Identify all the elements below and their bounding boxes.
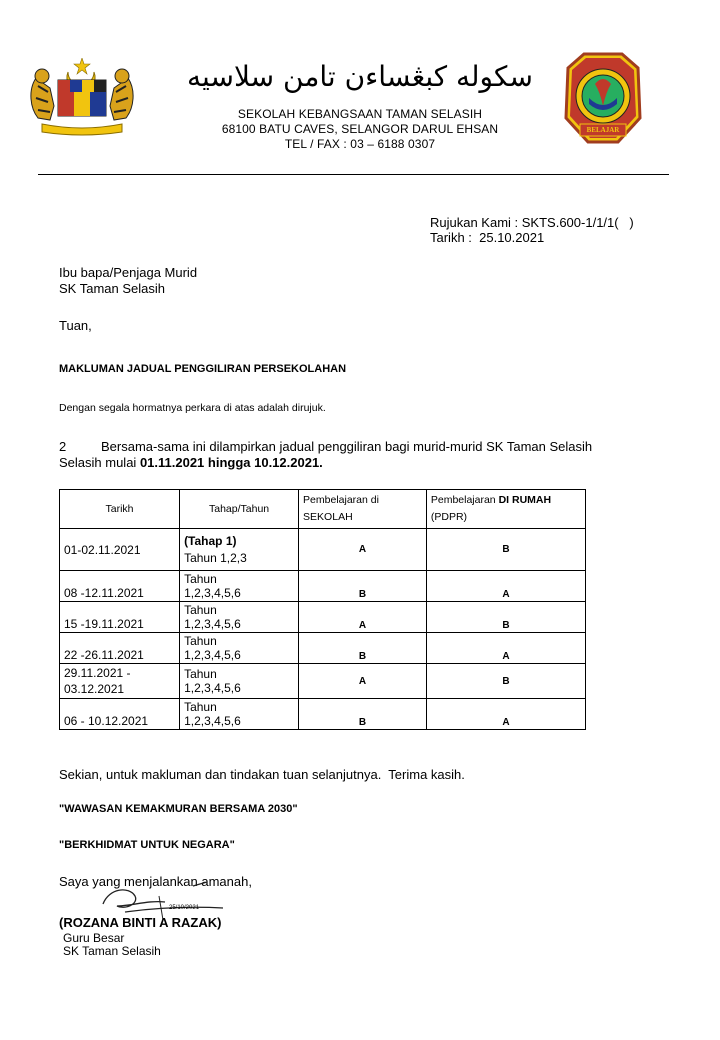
header-divider bbox=[38, 174, 669, 175]
paragraph-2-line-2-prefix: Selasih mulai bbox=[59, 455, 140, 470]
cell-tahap bbox=[180, 529, 299, 571]
cell-rumah: B bbox=[426, 529, 585, 571]
header-tahap-tahun: Tahap/Tahun bbox=[180, 490, 299, 529]
table-header-row bbox=[60, 490, 586, 529]
cell-sekolah: A bbox=[299, 664, 427, 699]
cell-tarikh: 15 -19.11.2021 bbox=[60, 602, 180, 633]
recipient-line-2: SK Taman Selasih bbox=[59, 281, 165, 296]
cell-tarikh bbox=[60, 664, 180, 699]
cell-tahun: 1,2,3,4,5,6 bbox=[184, 714, 241, 728]
header-sekolah-line-2: SEKOLAH bbox=[303, 511, 353, 523]
header-tarikh: Tarikh bbox=[60, 490, 180, 529]
table-row bbox=[60, 699, 586, 730]
school-phone: TEL / FAX : 03 – 6188 0307 bbox=[284, 137, 436, 151]
cell-tahun: 1,2,3,4,5,6 bbox=[184, 617, 241, 631]
closing-text: Sekian, untuk makluman dan tindakan tuan selanjutnya. Terima kasih. bbox=[59, 767, 465, 782]
cell-tarikh-line-2: 03.12.2021 bbox=[64, 682, 125, 696]
school-name: SEKOLAH KEBANGSAAN TAMAN SELASIH bbox=[237, 107, 483, 121]
cell-sekolah: A bbox=[299, 529, 427, 571]
school-logo bbox=[562, 52, 644, 152]
cell-tahun: 1,2,3,4,5,6 bbox=[184, 586, 241, 600]
school-logo-text: BELAJAR bbox=[586, 126, 620, 134]
cell-tahun: 1,2,3,4,5,6 bbox=[184, 681, 241, 695]
table-row bbox=[60, 633, 586, 664]
header-rumah bbox=[426, 490, 585, 529]
signature-date: 25/10/2021 bbox=[169, 905, 200, 911]
header-rumah-prefix: Pembelajaran bbox=[430, 494, 499, 506]
cell-tahap-label: Tahun bbox=[184, 700, 217, 714]
cell-tahap bbox=[180, 699, 299, 730]
motto-wawasan: "WAWASAN KEMAKMURAN BERSAMA 2030" bbox=[59, 803, 298, 815]
paragraph-2-line-1: Bersama-sama ini dilampirkan jadual penggiliran bagi murid-murid SK Taman Selasih bbox=[101, 439, 593, 454]
table-row bbox=[60, 602, 586, 633]
cell-sekolah: B bbox=[299, 571, 427, 602]
reference-number: Rujukan Kami : SKTS.600-1/1/1( ) bbox=[430, 215, 634, 230]
cell-tahap bbox=[180, 571, 299, 602]
table-row bbox=[60, 664, 586, 699]
cell-rumah: A bbox=[426, 633, 585, 664]
table-row bbox=[60, 529, 586, 571]
cell-sekolah: B bbox=[299, 633, 427, 664]
schedule-table bbox=[59, 489, 586, 730]
paragraph-2-number: 2 bbox=[59, 439, 67, 454]
saya-text: Saya yang menjalankan amanah, bbox=[59, 874, 252, 889]
cell-tahap bbox=[180, 633, 299, 664]
cell-rumah: B bbox=[426, 602, 585, 633]
signatory-title: Guru Besar bbox=[63, 931, 125, 945]
cell-tahap-label: Tahun bbox=[184, 634, 217, 648]
cell-tahap-label: Tahun bbox=[184, 572, 217, 586]
cell-rumah: B bbox=[426, 664, 585, 699]
cell-sekolah: B bbox=[299, 699, 427, 730]
header-rumah-bold: DI RUMAH bbox=[498, 494, 552, 506]
paragraph-2-date-range: 01.11.2021 hingga 10.12.2021. bbox=[139, 455, 323, 470]
cell-tarikh: 22 -26.11.2021 bbox=[60, 633, 180, 664]
signatory-name: (ROZANA BINTI A RAZAK) bbox=[59, 915, 222, 930]
cell-tahap bbox=[180, 664, 299, 699]
signatory-school: SK Taman Selasih bbox=[63, 944, 161, 958]
letter-subject: MAKLUMAN JADUAL PENGGILIRAN PERSEKOLAHAN bbox=[59, 363, 347, 375]
motto-berkhidmat: "BERKHIDMAT UNTUK NEGARA" bbox=[59, 839, 235, 851]
cell-tahun: Tahun 1,2,3 bbox=[184, 550, 247, 565]
coat-of-arms-logo bbox=[28, 58, 136, 138]
school-address: 68100 BATU CAVES, SELANGOR DARUL EHSAN bbox=[221, 122, 499, 136]
salutation: Tuan, bbox=[59, 318, 92, 333]
header-rumah-line-2: (PDPR) bbox=[430, 511, 468, 523]
cell-tahun: 1,2,3,4,5,6 bbox=[184, 648, 241, 662]
cell-tarikh: 06 - 10.12.2021 bbox=[60, 699, 180, 730]
cell-tarikh: 01-02.11.2021 bbox=[60, 529, 180, 571]
header-sekolah bbox=[299, 490, 427, 529]
paragraph-2-line-2 bbox=[59, 455, 323, 470]
letter-date: Tarikh : 25.10.2021 bbox=[430, 230, 545, 245]
cell-tahap bbox=[180, 602, 299, 633]
cell-tahap-label: Tahun bbox=[184, 603, 217, 617]
school-name-jawi: سكوله كبڠساءن تامن سلاسيه bbox=[187, 60, 533, 93]
cell-sekolah: A bbox=[299, 602, 427, 633]
cell-tahap-label: Tahun bbox=[184, 667, 217, 681]
header-sekolah-line-1: Pembelajaran di bbox=[303, 494, 379, 506]
recipient-line-1: Ibu bapa/Penjaga Murid bbox=[59, 265, 198, 280]
cell-rumah: A bbox=[426, 571, 585, 602]
cell-tarikh-line-1: 29.11.2021 - bbox=[64, 666, 131, 680]
table-row bbox=[60, 571, 586, 602]
cell-rumah: A bbox=[426, 699, 585, 730]
paragraph-1: Dengan segala hormatnya perkara di atas adalah dirujuk. bbox=[59, 402, 326, 414]
cell-tarikh: 08 -12.11.2021 bbox=[60, 571, 180, 602]
cell-tahap-label: (Tahap 1) bbox=[184, 533, 237, 548]
